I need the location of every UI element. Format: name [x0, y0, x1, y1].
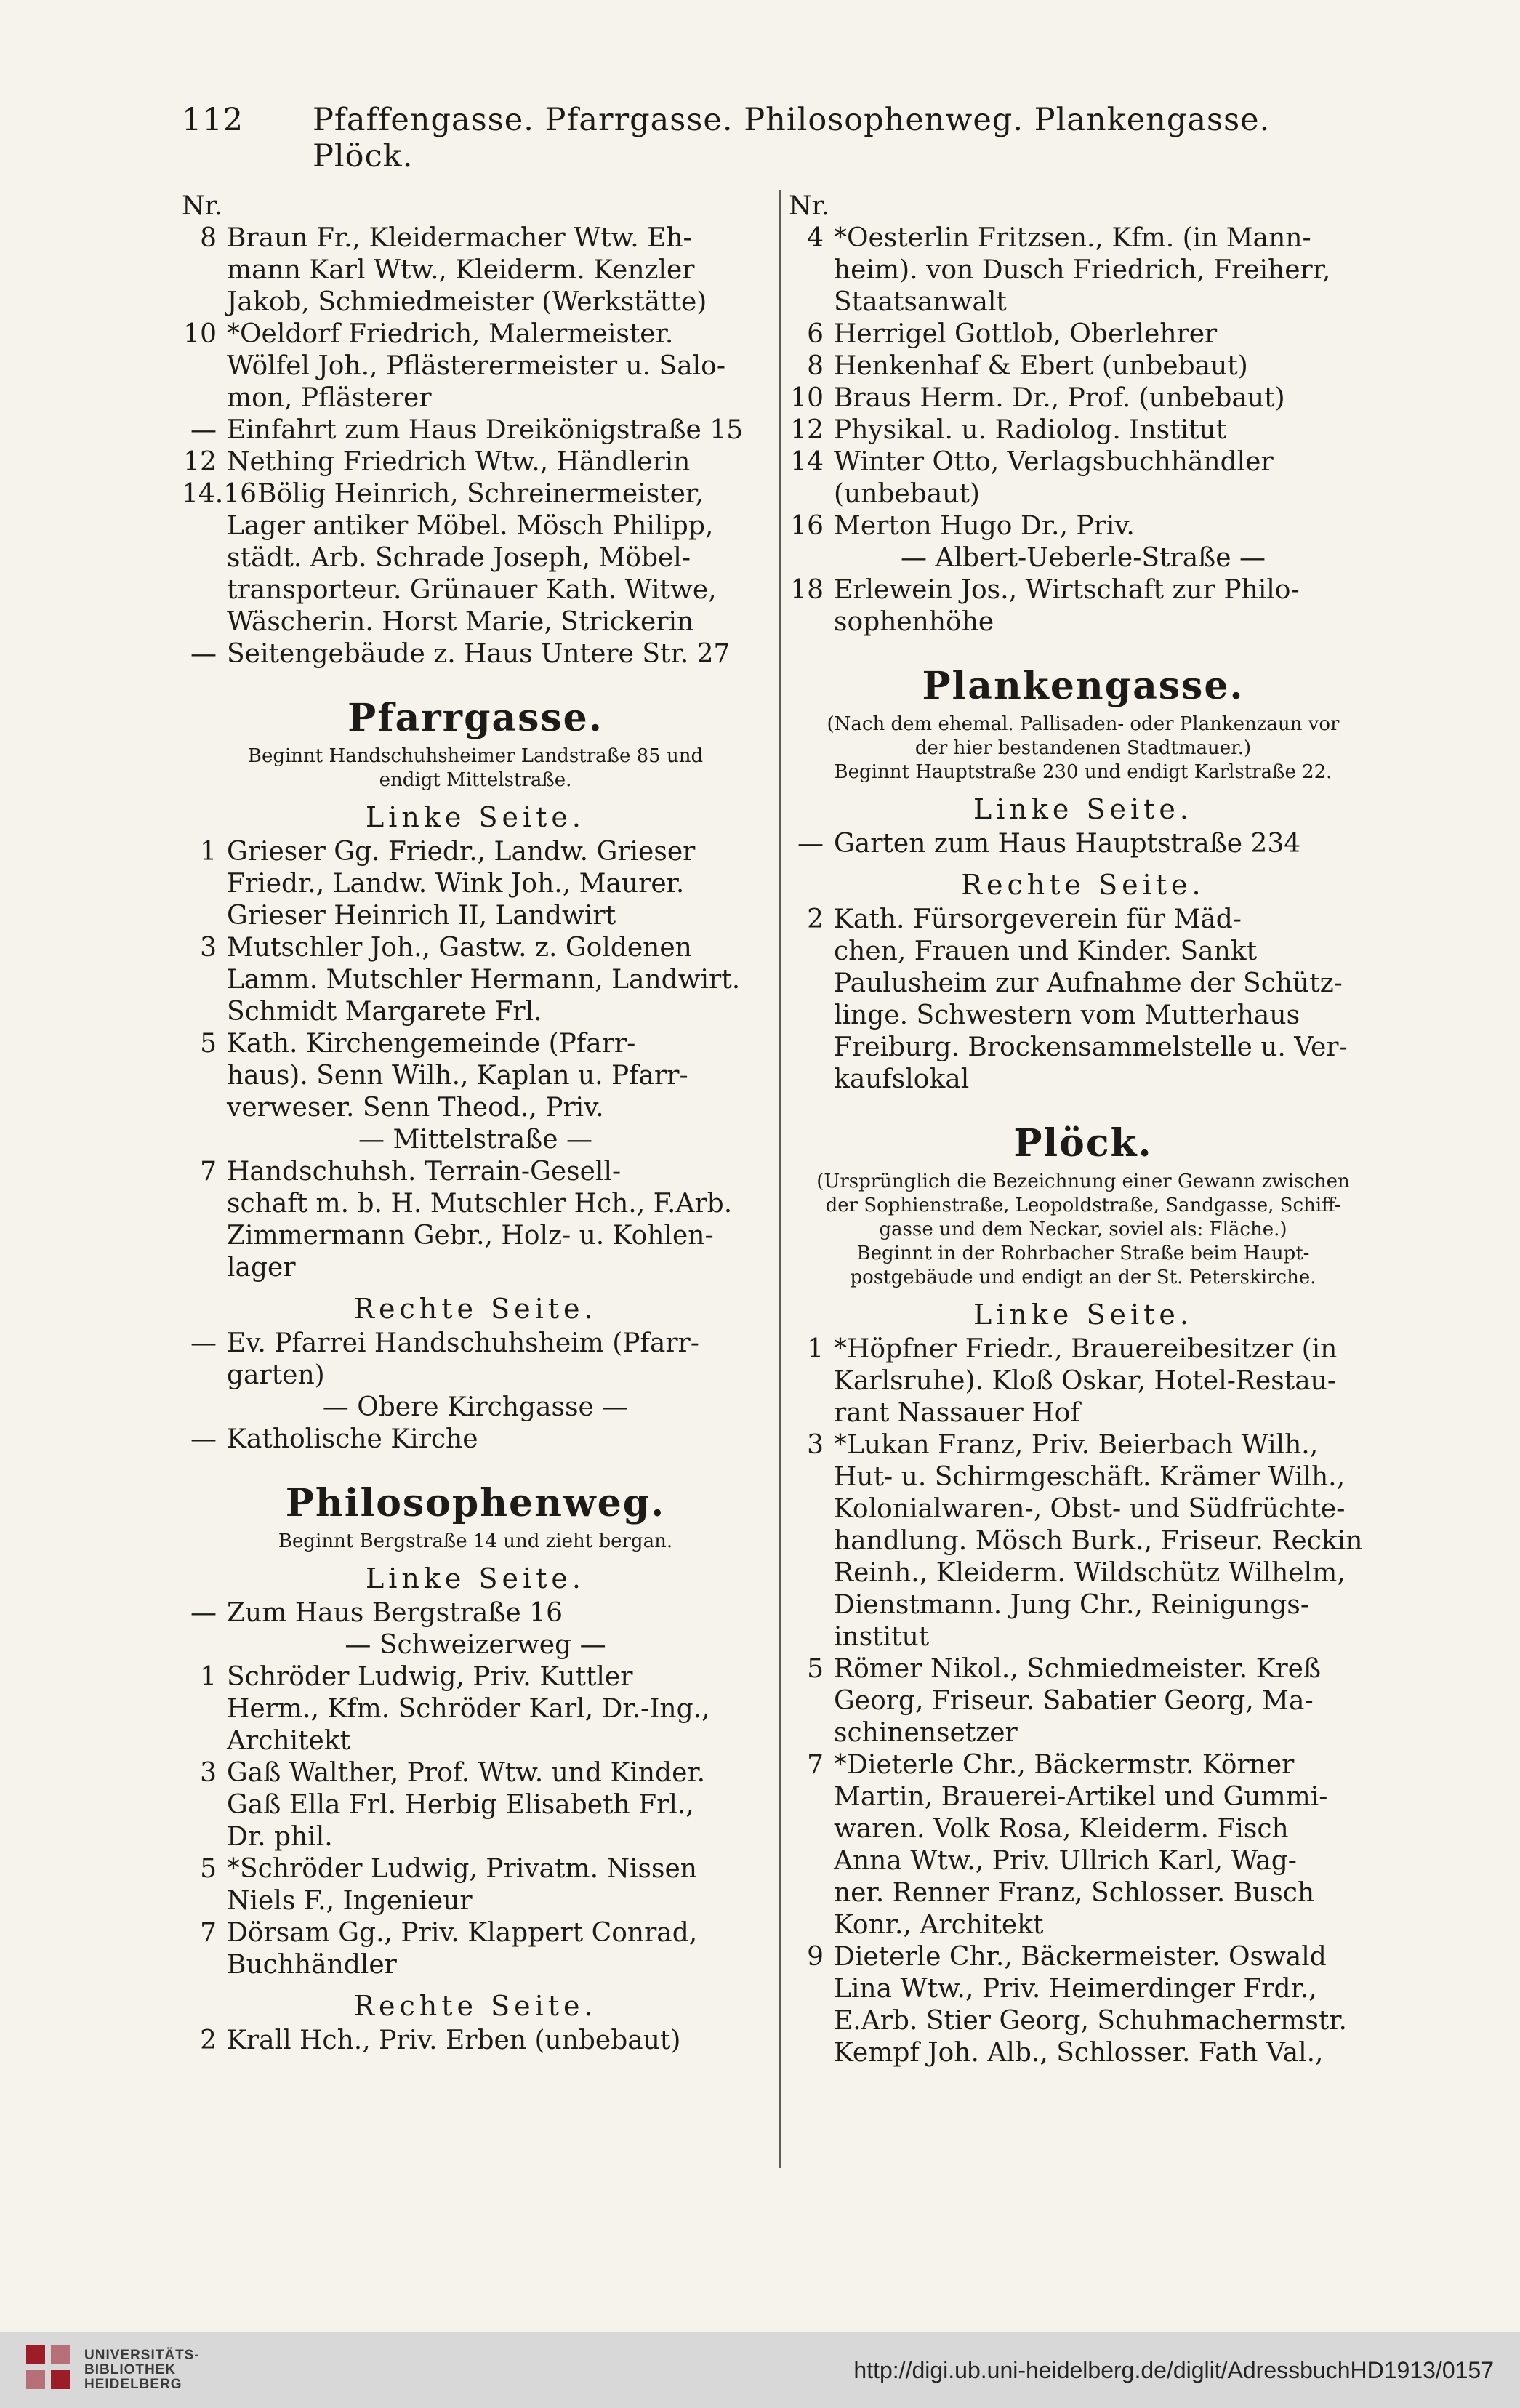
- entry-line: [182, 1661, 769, 1693]
- entry-text: Anna Wtw., Priv. Ullrich Karl, Wag-: [834, 1846, 1297, 1876]
- house-number: 12: [183, 447, 217, 477]
- source-url-link[interactable]: http://digi.ub.uni-heidelberg.de/diglit/AdressbuchHD1913/0157: [853, 2357, 1494, 2383]
- house-number: 6: [807, 319, 824, 349]
- house-number: 14.16: [182, 479, 257, 509]
- street-note-line: Beginnt Bergstraße 14 und zieht bergan.: [278, 1530, 673, 1552]
- entry-text: Winter Otto, Verlagsbuchhändler: [834, 447, 1274, 477]
- entry-line: [182, 350, 769, 382]
- house-number: 3: [200, 933, 217, 963]
- entry-line: [182, 932, 769, 964]
- street-note: [789, 713, 1378, 784]
- footer-bar: [0, 2332, 1520, 2408]
- entry-line: [182, 1725, 769, 1757]
- entry-line: [789, 1365, 1378, 1397]
- entry-text: Henkenhaf & Ebert (unbebaut): [834, 351, 1248, 381]
- house-number: 5: [807, 1654, 824, 1684]
- library-name-line: BIBLIOTHEK: [84, 2362, 177, 2377]
- entry-text: Dienstmann. Jung Chr., Reinigungs-: [834, 1590, 1309, 1620]
- house-number: 7: [807, 1750, 824, 1780]
- side-heading: Rechte Seite.: [961, 869, 1205, 901]
- entry-line: [182, 964, 769, 996]
- entry-text: kaufslokal: [834, 1064, 970, 1094]
- entry-line: [789, 318, 1378, 350]
- entry-text: handlung. Mösch Burk., Friseur. Reckin: [834, 1526, 1363, 1556]
- entry-text: Ev. Pfarrei Handschuhsheim (Pfarr-: [227, 1328, 699, 1358]
- cross-street: — Obere Kirchgasse —: [322, 1392, 629, 1422]
- entry-line: [789, 222, 1378, 254]
- entry-line: [789, 828, 1378, 860]
- entry-line: [789, 1973, 1378, 2005]
- entry-text: Schmidt Margarete Frl.: [227, 997, 542, 1027]
- entry-text: Römer Nikol., Schmiedmeister. Kreß: [834, 1654, 1322, 1684]
- entry-text: verweser. Senn Theod., Priv.: [227, 1093, 604, 1123]
- entry-text: Karlsruhe). Kloß Oskar, Hotel-Restau-: [834, 1366, 1337, 1396]
- entry-text: E.Arb. Stier Georg, Schuhmachermstr.: [834, 2006, 1347, 2036]
- entry-text: Grieser Heinrich II, Landwirt: [227, 901, 616, 931]
- entry-line: [182, 1853, 769, 1885]
- entry-text: waren. Volk Rosa, Kleiderm. Fisch: [834, 1814, 1289, 1844]
- entry-line: [789, 1493, 1378, 1525]
- entry-line: [182, 318, 769, 350]
- street-note: [182, 1530, 769, 1554]
- house-number: 7: [200, 1157, 217, 1187]
- entry-line: [789, 606, 1378, 638]
- entry-text: Friedr., Landw. Wink Joh., Maurer.: [227, 869, 685, 899]
- entry-text: Grieser Gg. Friedr., Landw. Grieser: [227, 837, 696, 867]
- house-number: 2: [807, 904, 824, 934]
- side-heading: Linke Seite.: [973, 793, 1193, 825]
- house-number: 1: [200, 837, 217, 867]
- entry-text: *Höpfner Friedr., Brauereibesitzer (in: [834, 1334, 1338, 1364]
- entry-line: [182, 510, 769, 542]
- entry-line: [789, 968, 1378, 1000]
- house-number: 2: [200, 2026, 217, 2055]
- street-note-line: Beginnt Hauptstraße 230 und endigt Karlstraße 22.: [834, 761, 1332, 783]
- entry-text: haus). Senn Wilh., Kaplan u. Pfarr-: [227, 1061, 688, 1091]
- entry-line: [182, 1821, 769, 1853]
- entry-line: [789, 1909, 1378, 1941]
- entry-line: [182, 900, 769, 932]
- house-number: 4: [807, 223, 824, 253]
- entry-line: [789, 1653, 1378, 1685]
- entry-line: [789, 1557, 1378, 1589]
- house-number: —: [190, 1328, 217, 1358]
- entry-line: [789, 574, 1378, 606]
- house-number: 1: [200, 1662, 217, 1692]
- entry-text: Seitengebäude z. Haus Untere Str. 27: [227, 639, 731, 669]
- entry-text: Handschuhsh. Terrain-Gesell-: [227, 1157, 622, 1187]
- library-name-line: UNIVERSITÄTS-: [84, 2348, 200, 2363]
- entry-text: Freiburg. Brockensammelstelle u. Ver-: [834, 1032, 1348, 1062]
- house-number: —: [797, 829, 824, 859]
- house-number: 14: [790, 447, 824, 477]
- entry-text: Lager antiker Möbel. Mösch Philipp,: [227, 511, 714, 541]
- entry-line: [789, 2005, 1378, 2037]
- entry-line: [789, 286, 1378, 318]
- entry-line: [789, 1589, 1378, 1621]
- entry-line: [182, 574, 769, 606]
- side-heading: Linke Seite.: [973, 1299, 1193, 1331]
- entry-line: [182, 1156, 769, 1188]
- entry-text: schinensetzer: [834, 1718, 1018, 1748]
- entry-line: [789, 1621, 1378, 1653]
- entry-text: garten): [227, 1360, 325, 1390]
- left-column: [182, 190, 769, 2057]
- entry-line: [789, 1525, 1378, 1557]
- entry-text: *Oesterlin Fritzsen., Kfm. (in Mann-: [834, 223, 1311, 253]
- house-number: —: [190, 1424, 217, 1454]
- entry-text: Niels F., Ingenieur: [227, 1886, 473, 1916]
- street-note-line: endigt Mittelstraße.: [379, 769, 572, 791]
- entry-text: Kempf Joh. Alb., Schlosser. Fath Val.,: [834, 2038, 1324, 2068]
- entry-line: [789, 1064, 1378, 1096]
- entry-line: [182, 478, 769, 510]
- street-note-line: Beginnt Handschuhsheimer Landstraße 85 und: [247, 745, 704, 767]
- library-name-line: HEIDELBERG: [84, 2377, 182, 2392]
- entry-text: Braun Fr., Kleidermacher Wtw. Eh-: [227, 223, 692, 253]
- right-column: [789, 190, 1378, 2069]
- entry-line: [182, 382, 769, 414]
- house-number: 8: [807, 351, 824, 381]
- nr-label: Nr.: [182, 191, 223, 221]
- page-title: Pfaffengasse. Pfarrgasse. Philosophenweg. Plankengasse. Plöck.: [313, 102, 1271, 174]
- cross-street: — Albert-Ueberle-Straße —: [901, 543, 1266, 573]
- entry-text: schaft m. b. H. Mutschler Hch., F.Arb.: [227, 1189, 733, 1219]
- street-title-philosophenweg: Philosophenweg.: [285, 1481, 666, 1525]
- entry-text: mon, Pflästerer: [227, 383, 432, 413]
- entry-text: Staatsanwalt: [834, 287, 1007, 317]
- entry-text: Paulusheim zur Aufnahme der Schütz-: [834, 968, 1343, 998]
- page-number: 112: [182, 102, 244, 138]
- entry-line: [789, 382, 1378, 414]
- entry-line: [789, 1941, 1378, 1973]
- entry-line: [182, 414, 769, 446]
- entry-text: Merton Hugo Dr., Priv.: [834, 511, 1135, 541]
- entry-line: [182, 222, 769, 254]
- house-number: 9: [807, 1942, 824, 1972]
- entry-line: [182, 1949, 769, 1981]
- entry-text: Kath. Kirchengemeinde (Pfarr-: [227, 1029, 636, 1059]
- entry-text: Dörsam Gg., Priv. Klappert Conrad,: [227, 1918, 698, 1948]
- library-logo-icon: [26, 2345, 73, 2392]
- entry-line: [182, 1028, 769, 1060]
- entry-text: mann Karl Wtw., Kleiderm. Kenzler: [227, 255, 695, 285]
- entry-line: [182, 1092, 769, 1124]
- entry-line: [789, 1781, 1378, 1813]
- entry-line: [789, 1877, 1378, 1909]
- house-number: 16: [790, 511, 824, 541]
- entry-text: Jakob, Schmiedmeister (Werkstätte): [227, 287, 707, 317]
- entry-line: [182, 1220, 769, 1252]
- entries: [182, 2025, 769, 2057]
- entry-text: Schröder Ludwig, Priv. Kuttler: [227, 1662, 633, 1692]
- entry-text: Buchhändler: [227, 1950, 397, 1980]
- entry-line: [789, 1813, 1378, 1845]
- entry-text: Zum Haus Bergstraße 16: [227, 1598, 563, 1628]
- entry-line: [789, 1461, 1378, 1493]
- entry-text: Dr. phil.: [227, 1822, 333, 1852]
- entry-text: Bölig Heinrich, Schreinermeister,: [257, 479, 704, 509]
- entry-text: rant Nassauer Hof: [834, 1398, 1080, 1428]
- entry-line: [182, 638, 769, 670]
- entry-line: [182, 1252, 769, 1284]
- entry-line: [182, 2025, 769, 2057]
- entry-line: [182, 1188, 769, 1220]
- entry-line: [182, 254, 769, 286]
- entry-line: [789, 2037, 1378, 2069]
- entry-line: [182, 1757, 769, 1789]
- library-name: [84, 2348, 200, 2392]
- entry-line: [789, 1845, 1378, 1877]
- street-note-line: (Nach dem ehemal. Pallisaden- oder Plankenzaun vor: [827, 713, 1340, 735]
- side-heading: Rechte Seite.: [353, 1293, 598, 1325]
- entry-text: Martin, Brauerei-Artikel und Gummi-: [834, 1782, 1328, 1812]
- house-number: —: [190, 415, 217, 445]
- entry-line: [182, 1060, 769, 1092]
- entries: [182, 1597, 769, 1629]
- house-number: 8: [200, 223, 217, 253]
- side-heading: Linke Seite.: [366, 1562, 585, 1594]
- entries: [789, 574, 1378, 638]
- entry-line: [182, 1328, 769, 1360]
- entry-line: [182, 606, 769, 638]
- entry-text: Lamm. Mutschler Hermann, Landwirt.: [227, 965, 741, 995]
- entries: [182, 1156, 769, 1284]
- entry-text: ner. Renner Franz, Schlosser. Busch: [834, 1878, 1315, 1908]
- cross-street: — Mittelstraße —: [358, 1125, 592, 1155]
- house-number: 1: [807, 1334, 824, 1364]
- entry-text: Architekt: [227, 1726, 351, 1756]
- street-note-line: postgebäude und endigt an der St. Peterskirche.: [850, 1267, 1316, 1288]
- house-number: 10: [183, 319, 217, 349]
- entry-text: sophenhöhe: [834, 607, 994, 637]
- house-number: 5: [200, 1029, 217, 1059]
- house-number: 3: [807, 1430, 824, 1460]
- entry-text: Konr., Architekt: [834, 1910, 1044, 1940]
- entry-text: Braus Herm. Dr., Prof. (unbebaut): [834, 383, 1285, 413]
- entry-text: Gaß Walther, Prof. Wtw. und Kinder.: [227, 1758, 706, 1788]
- entry-text: heim). von Dusch Friedrich, Freiherr,: [834, 255, 1331, 285]
- entry-line: [789, 414, 1378, 446]
- street-note-line: der hier bestandenen Stadtmauer.): [914, 737, 1252, 759]
- entry-line: [789, 1749, 1378, 1781]
- cross-street: — Schweizerweg —: [345, 1630, 606, 1660]
- entries: [182, 836, 769, 1124]
- entry-line: [182, 1885, 769, 1917]
- entry-text: Einfahrt zum Haus Dreikönigstraße 15: [227, 415, 744, 445]
- street-title-pfarrgasse: Pfarrgasse.: [347, 696, 603, 740]
- entry-text: Mutschler Joh., Gastw. z. Goldenen: [227, 933, 692, 963]
- street-note-line: gasse und dem Neckar, soviel als: Fläche.): [879, 1219, 1287, 1240]
- street-note: [182, 745, 769, 792]
- entries: [789, 828, 1378, 860]
- entry-text: (unbebaut): [834, 479, 980, 509]
- entry-line: [182, 446, 769, 478]
- entry-line: [789, 478, 1378, 510]
- house-number: 18: [790, 575, 824, 605]
- running-head: [182, 102, 1359, 174]
- entry-text: Reinh., Kleiderm. Wildschütz Wilhelm,: [834, 1558, 1346, 1588]
- entries: [789, 1333, 1378, 2069]
- entries: [182, 1424, 769, 1456]
- house-number: 12: [790, 415, 824, 445]
- entry-line: [789, 510, 1378, 542]
- house-number: —: [190, 1598, 217, 1628]
- entry-text: *Dieterle Chr., Bäckermstr. Körner: [834, 1750, 1295, 1780]
- house-number: 5: [200, 1854, 217, 1884]
- street-note: [789, 1170, 1378, 1290]
- entry-text: Physikal. u. Radiolog. Institut: [834, 415, 1227, 445]
- entry-text: linge. Schwestern vom Mutterhaus: [834, 1000, 1300, 1030]
- entry-line: [789, 936, 1378, 968]
- pfaffengasse-entries: [182, 222, 769, 670]
- entry-text: Erlewein Jos., Wirtschaft zur Philo-: [834, 575, 1300, 605]
- entry-line: [789, 1000, 1378, 1032]
- column-divider: [779, 190, 781, 2168]
- entry-text: Kath. Fürsorgeverein für Mäd-: [834, 904, 1242, 934]
- street-note-line: (Ursprünglich die Bezeichnung einer Gewann zwischen: [816, 1171, 1350, 1192]
- entry-line: [789, 1333, 1378, 1365]
- street-title-plankengasse: Plankengasse.: [922, 664, 1244, 708]
- philosophenweg-entries: [789, 222, 1378, 542]
- entry-text: Hut- u. Schirmgeschäft. Krämer Wilh.,: [834, 1462, 1346, 1492]
- side-heading: Rechte Seite.: [353, 1990, 598, 2022]
- nr-label: Nr.: [789, 191, 830, 221]
- entry-line: [182, 1597, 769, 1629]
- house-number: 3: [200, 1758, 217, 1788]
- entry-line: [182, 1424, 769, 1456]
- entry-text: Krall Hch., Priv. Erben (unbebaut): [227, 2026, 681, 2055]
- house-number: 7: [200, 1918, 217, 1948]
- entry-text: Nething Friedrich Wtw., Händlerin: [227, 447, 691, 477]
- entry-text: *Lukan Franz, Priv. Beierbach Wilh.,: [834, 1430, 1319, 1460]
- street-title-ploeck: Plöck.: [1013, 1121, 1153, 1165]
- entry-line: [789, 1717, 1378, 1749]
- entry-text: Gaß Ella Frl. Herbig Elisabeth Frl.,: [227, 1790, 694, 1820]
- entry-text: Zimmermann Gebr., Holz- u. Kohlen-: [227, 1221, 714, 1251]
- entry-text: Herrigel Gottlob, Oberlehrer: [834, 319, 1218, 349]
- street-note-line: der Sophienstraße, Leopoldstraße, Sandgasse, Schiff-: [825, 1195, 1341, 1216]
- entry-text: lager: [227, 1253, 296, 1283]
- entry-text: *Oeldorf Friedrich, Malermeister.: [227, 319, 674, 349]
- entry-line: [182, 1360, 769, 1392]
- entry-text: transporteur. Grünauer Kath. Witwe,: [227, 575, 717, 605]
- entry-line: [182, 996, 769, 1028]
- house-number: —: [190, 639, 217, 669]
- entry-line: [789, 1032, 1378, 1064]
- entry-text: institut: [834, 1622, 930, 1652]
- entry-line: [789, 1429, 1378, 1461]
- entry-text: Lina Wtw., Priv. Heimerdinger Frdr.,: [834, 1974, 1317, 2004]
- entries: [182, 1328, 769, 1392]
- entry-text: Herm., Kfm. Schröder Karl, Dr.-Ing.,: [227, 1694, 710, 1724]
- entry-line: [789, 904, 1378, 936]
- entry-line: [182, 868, 769, 900]
- entry-text: Dieterle Chr., Bäckermeister. Oswald: [834, 1942, 1327, 1972]
- entry-text: Wäscherin. Horst Marie, Strickerin: [227, 607, 694, 637]
- house-number: 10: [790, 383, 824, 413]
- entries: [789, 904, 1378, 1096]
- entry-line: [789, 446, 1378, 478]
- entry-line: [182, 286, 769, 318]
- street-note-line: Beginnt in der Rohrbacher Straße beim Haupt-: [856, 1243, 1310, 1264]
- entry-line: [182, 1917, 769, 1949]
- entry-line: [182, 542, 769, 574]
- entry-text: Georg, Friseur. Sabatier Georg, Ma-: [834, 1686, 1314, 1716]
- entry-text: *Schröder Ludwig, Privatm. Nissen: [227, 1854, 697, 1884]
- entry-text: Garten zum Haus Hauptstraße 234: [834, 829, 1301, 859]
- entry-line: [182, 1693, 769, 1725]
- entry-line: [182, 836, 769, 868]
- entry-text: Kolonialwaren-, Obst- und Südfrüchte-: [834, 1494, 1346, 1524]
- entry-text: Wölfel Joh., Pflästerermeister u. Salo-: [227, 351, 726, 381]
- entry-line: [789, 350, 1378, 382]
- entry-text: Katholische Kirche: [227, 1424, 478, 1454]
- entries: [182, 1661, 769, 1981]
- entry-text: chen, Frauen und Kinder. Sankt: [834, 936, 1258, 966]
- entry-line: [789, 1397, 1378, 1429]
- entry-line: [789, 1685, 1378, 1717]
- entry-line: [789, 254, 1378, 286]
- entry-line: [182, 1789, 769, 1821]
- entry-text: städt. Arb. Schrade Joseph, Möbel-: [227, 543, 691, 573]
- side-heading: Linke Seite.: [366, 801, 585, 833]
